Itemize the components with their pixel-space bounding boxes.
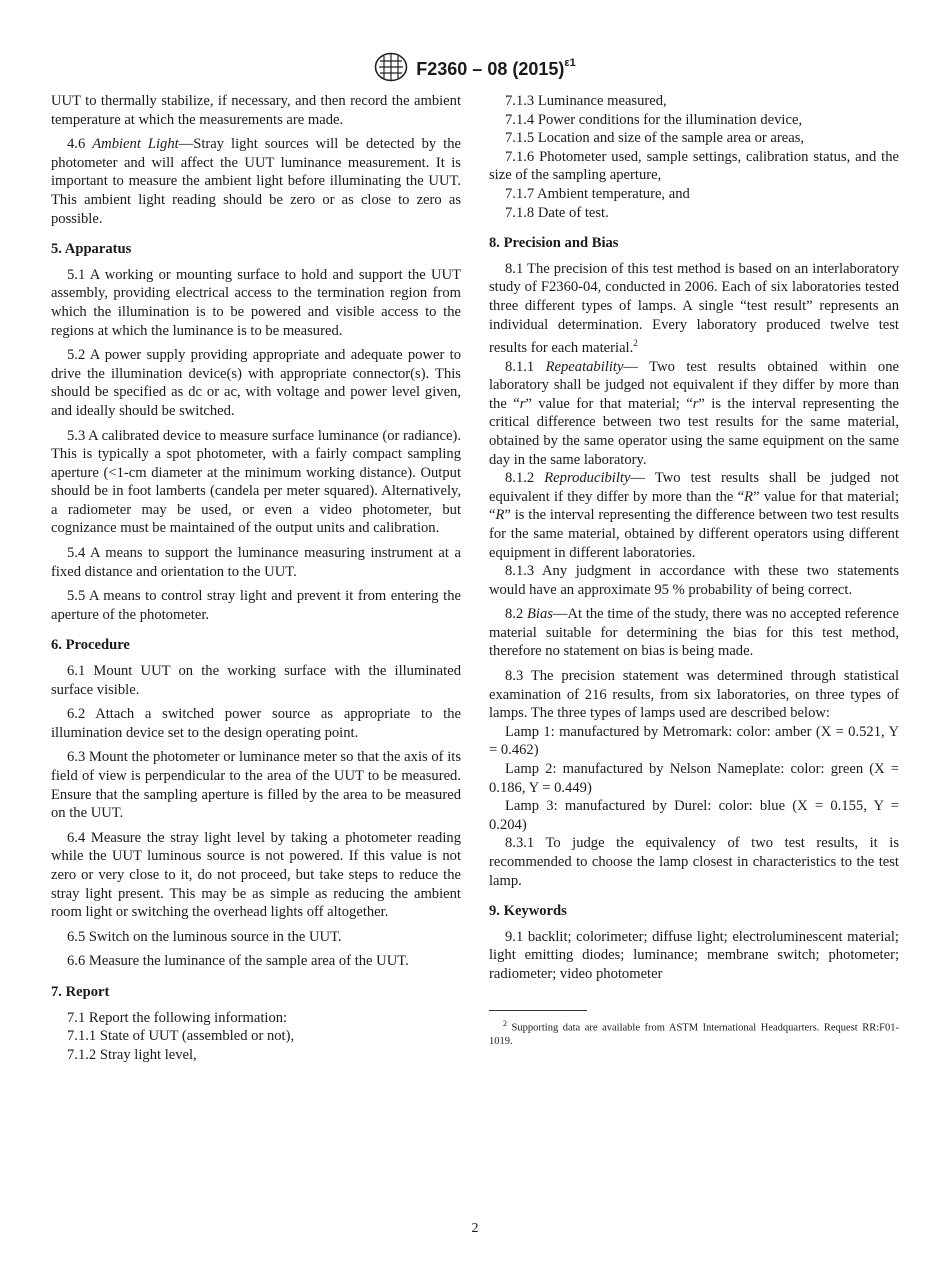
paragraph-8-3: 8.3 The precision statement was determined through statistical examination of 216 results, from six laboratories, on three types of lamps. The three types of lamps used are described below: [489, 668, 899, 722]
heading-keywords: 9. Keywords [489, 903, 567, 920]
footnote-ref: 2 [633, 338, 638, 349]
left-column [51, 92, 461, 1064]
paragraph-8-1: 8.1 The precision of this test method is based on an interlaboratory study of F2360-04, conducted in 2006. Each of six laboratories tested three different types of lamps. A single “test result” represents an individual determination. Every laboratory produced twelve test results for each material.$^2$ [489, 260, 899, 356]
paragraph-6-3: 6.3 Mount the photometer or luminance meter so that the axis of its field of view is perpendicular to the area of the UUT to be measured. Ensure that the sampling aperture is filled by the area to be measured on the UUT. [51, 749, 461, 822]
paragraph-6-6: 6.6 Measure the luminance of the sample area of the UUT. [67, 953, 409, 970]
paragraph-7-1-3: 7.1.3 Luminance measured, [505, 93, 667, 109]
heading-report: 7. Report [51, 983, 110, 1000]
lamp-3: Lamp 3: manufactured by Durel: color: blue (X = 0.155, Y = 0.204) [489, 798, 899, 833]
paragraph-8-1-3: 8.1.3 Any judgment in accordance with these two statements would have an approximate 95 % probability of being correct. [489, 563, 899, 598]
paragraph-7-1-8: 7.1.8 Date of test. [505, 204, 609, 221]
footnote: $^2$ Supporting data are available from ASTM International Headquarters. Request RR:F01-1019. [489, 1018, 899, 1048]
paragraph-5-3: 5.3 A calibrated device to measure surface luminance (or radiance). This is typically a spot photometer, with a fairly compact sampling aperture (<1-cm diameter at the minimum working distance). Output should be in foot lamberts (candela per meter squared). Alternatively, a radiometer may be used, or even a video photometer, but cognizance must be maintained of the output units and calibration. [51, 427, 461, 537]
paragraph-8-1-2: 8.1.2 Reproducibilty— Two test results shall be judged not equivalent if they differ by more than the “R” value for that material; “R” is the interval representing the difference between two test results for the same material, obtained by different operators using different equipment in different laboratories. [489, 470, 900, 561]
paragraph-7-1-1: 7.1.1 State of UUT (assembled or not), [67, 1028, 295, 1045]
paragraph-7-1-6: 7.1.6 Photometer used, sample settings, calibration status, and the size of the sampling aperture, [489, 148, 899, 184]
footnote-divider [489, 1010, 587, 1011]
paragraph-7-1-5: 7.1.5 Location and size of the sample area or areas, [505, 130, 805, 147]
lamp-2: Lamp 2: manufactured by Nelson Nameplate: color: green (X = 0.186, Y = 0.449) [489, 761, 899, 796]
paragraph-intro: UUT to thermally stabilize, if necessary, and then record the ambient temperature at which the measurements are made. [51, 93, 461, 128]
page-header [0, 52, 950, 87]
paragraph-7-1-4: 7.1.4 Power conditions for the illumination device, [505, 111, 803, 128]
paragraph-6-2: 6.2 Attach a switched power source as appropriate to the illumination device set to the design operating point. [51, 706, 461, 741]
lamp-1: Lamp 1: manufactured by Metromark: color: amber (X = 0.521, Y = 0.462) [489, 723, 899, 759]
standard-designation: F2360 – 08 $(2015)^{\varepsilon 1}$ [416, 57, 576, 79]
paragraph-8-2: 8.2 Bias—At the time of the study, there was no accepted reference material suitable for determining the bias for this test method, therefore no statement on bias is being made. [489, 606, 899, 660]
paragraph-7-1-2: 7.1.2 Stray light level, [67, 1046, 197, 1063]
paragraph-8-3-1: 8.3.1 To judge the equivalency of two test results, it is recommended to choose the lamp closest in characteristics to the test lamp. [489, 835, 899, 889]
paragraph-5-2: 5.2 A power supply providing appropriate and adequate power to drive the illumination device(s) with appropriate connector(s). This should be specified as dc or ac, with voltage and power level given, and ideally should be switched. [51, 347, 461, 419]
astm-logo-icon [374, 52, 408, 87]
paragraph-4-6: 4.6 Ambient Light—Stray light sources will be detected by the photometer and will affect the UUT luminance measurement. It is important to measure the ambient light before illuminating the UUT. This ambient light reading should be zero or as close to zero as possible. [51, 136, 461, 227]
paragraph-6-1: 6.1 Mount UUT on the working surface with the illuminated surface visible. [51, 663, 461, 698]
page-number: 2 [471, 1221, 479, 1236]
paragraph-7-1-7: 7.1.7 Ambient temperature, and [505, 185, 690, 202]
epsilon-superscript: ε1 [564, 57, 576, 69]
paragraph-9-1: 9.1 backlit; colorimeter; diffuse light; electroluminescent material; light emitting diodes; luminance; membrane switch; photometer; radiometer; video photometer [489, 928, 899, 982]
heading-apparatus: 5. Apparatus [51, 241, 132, 258]
paragraph-6-4: 6.4 Measure the stray light level by taking a photometer reading while the UUT luminous source is not powered. If this value is not zero or very close to it, do not proceed, but take steps to reduce the stray light present. This may be as simple as reducing the ambient room light or switching the overhead lights off altogether. [51, 829, 461, 921]
paragraph-5-4: 5.4 A means to support the luminance measuring instrument at a fixed distance and orientation to the UUT. [51, 545, 461, 580]
heading-procedure: 6. Procedure [51, 637, 130, 654]
heading-precision-bias: 8. Precision and Bias [489, 235, 619, 252]
paragraph-6-5: 6.5 Switch on the luminous source in the UUT. [67, 928, 342, 945]
right-column [489, 92, 899, 1049]
paragraph-8-1-1: 8.1.1 Repeatability— Two test results obtained within one laboratory shall be judged not equivalent if they differ by more than the “r” value for that material; “r” is the interval representing the critical difference between two test results for the same material, obtained by the same operator using the same equipment on the same day in the same laboratory. [489, 358, 899, 468]
paragraph-5-1: 5.1 A working or mounting surface to hold and support the UUT assembly, providing electrical access to the termination region from which the illumination is to be powered and visible access to the regions at which the luminance is to be measured. [51, 266, 461, 339]
paragraph-5-5: 5.5 A means to control stray light and prevent it from entering the aperture of the photometer. [51, 588, 461, 623]
paragraph-7-1: 7.1 Report the following information: [67, 1009, 288, 1026]
